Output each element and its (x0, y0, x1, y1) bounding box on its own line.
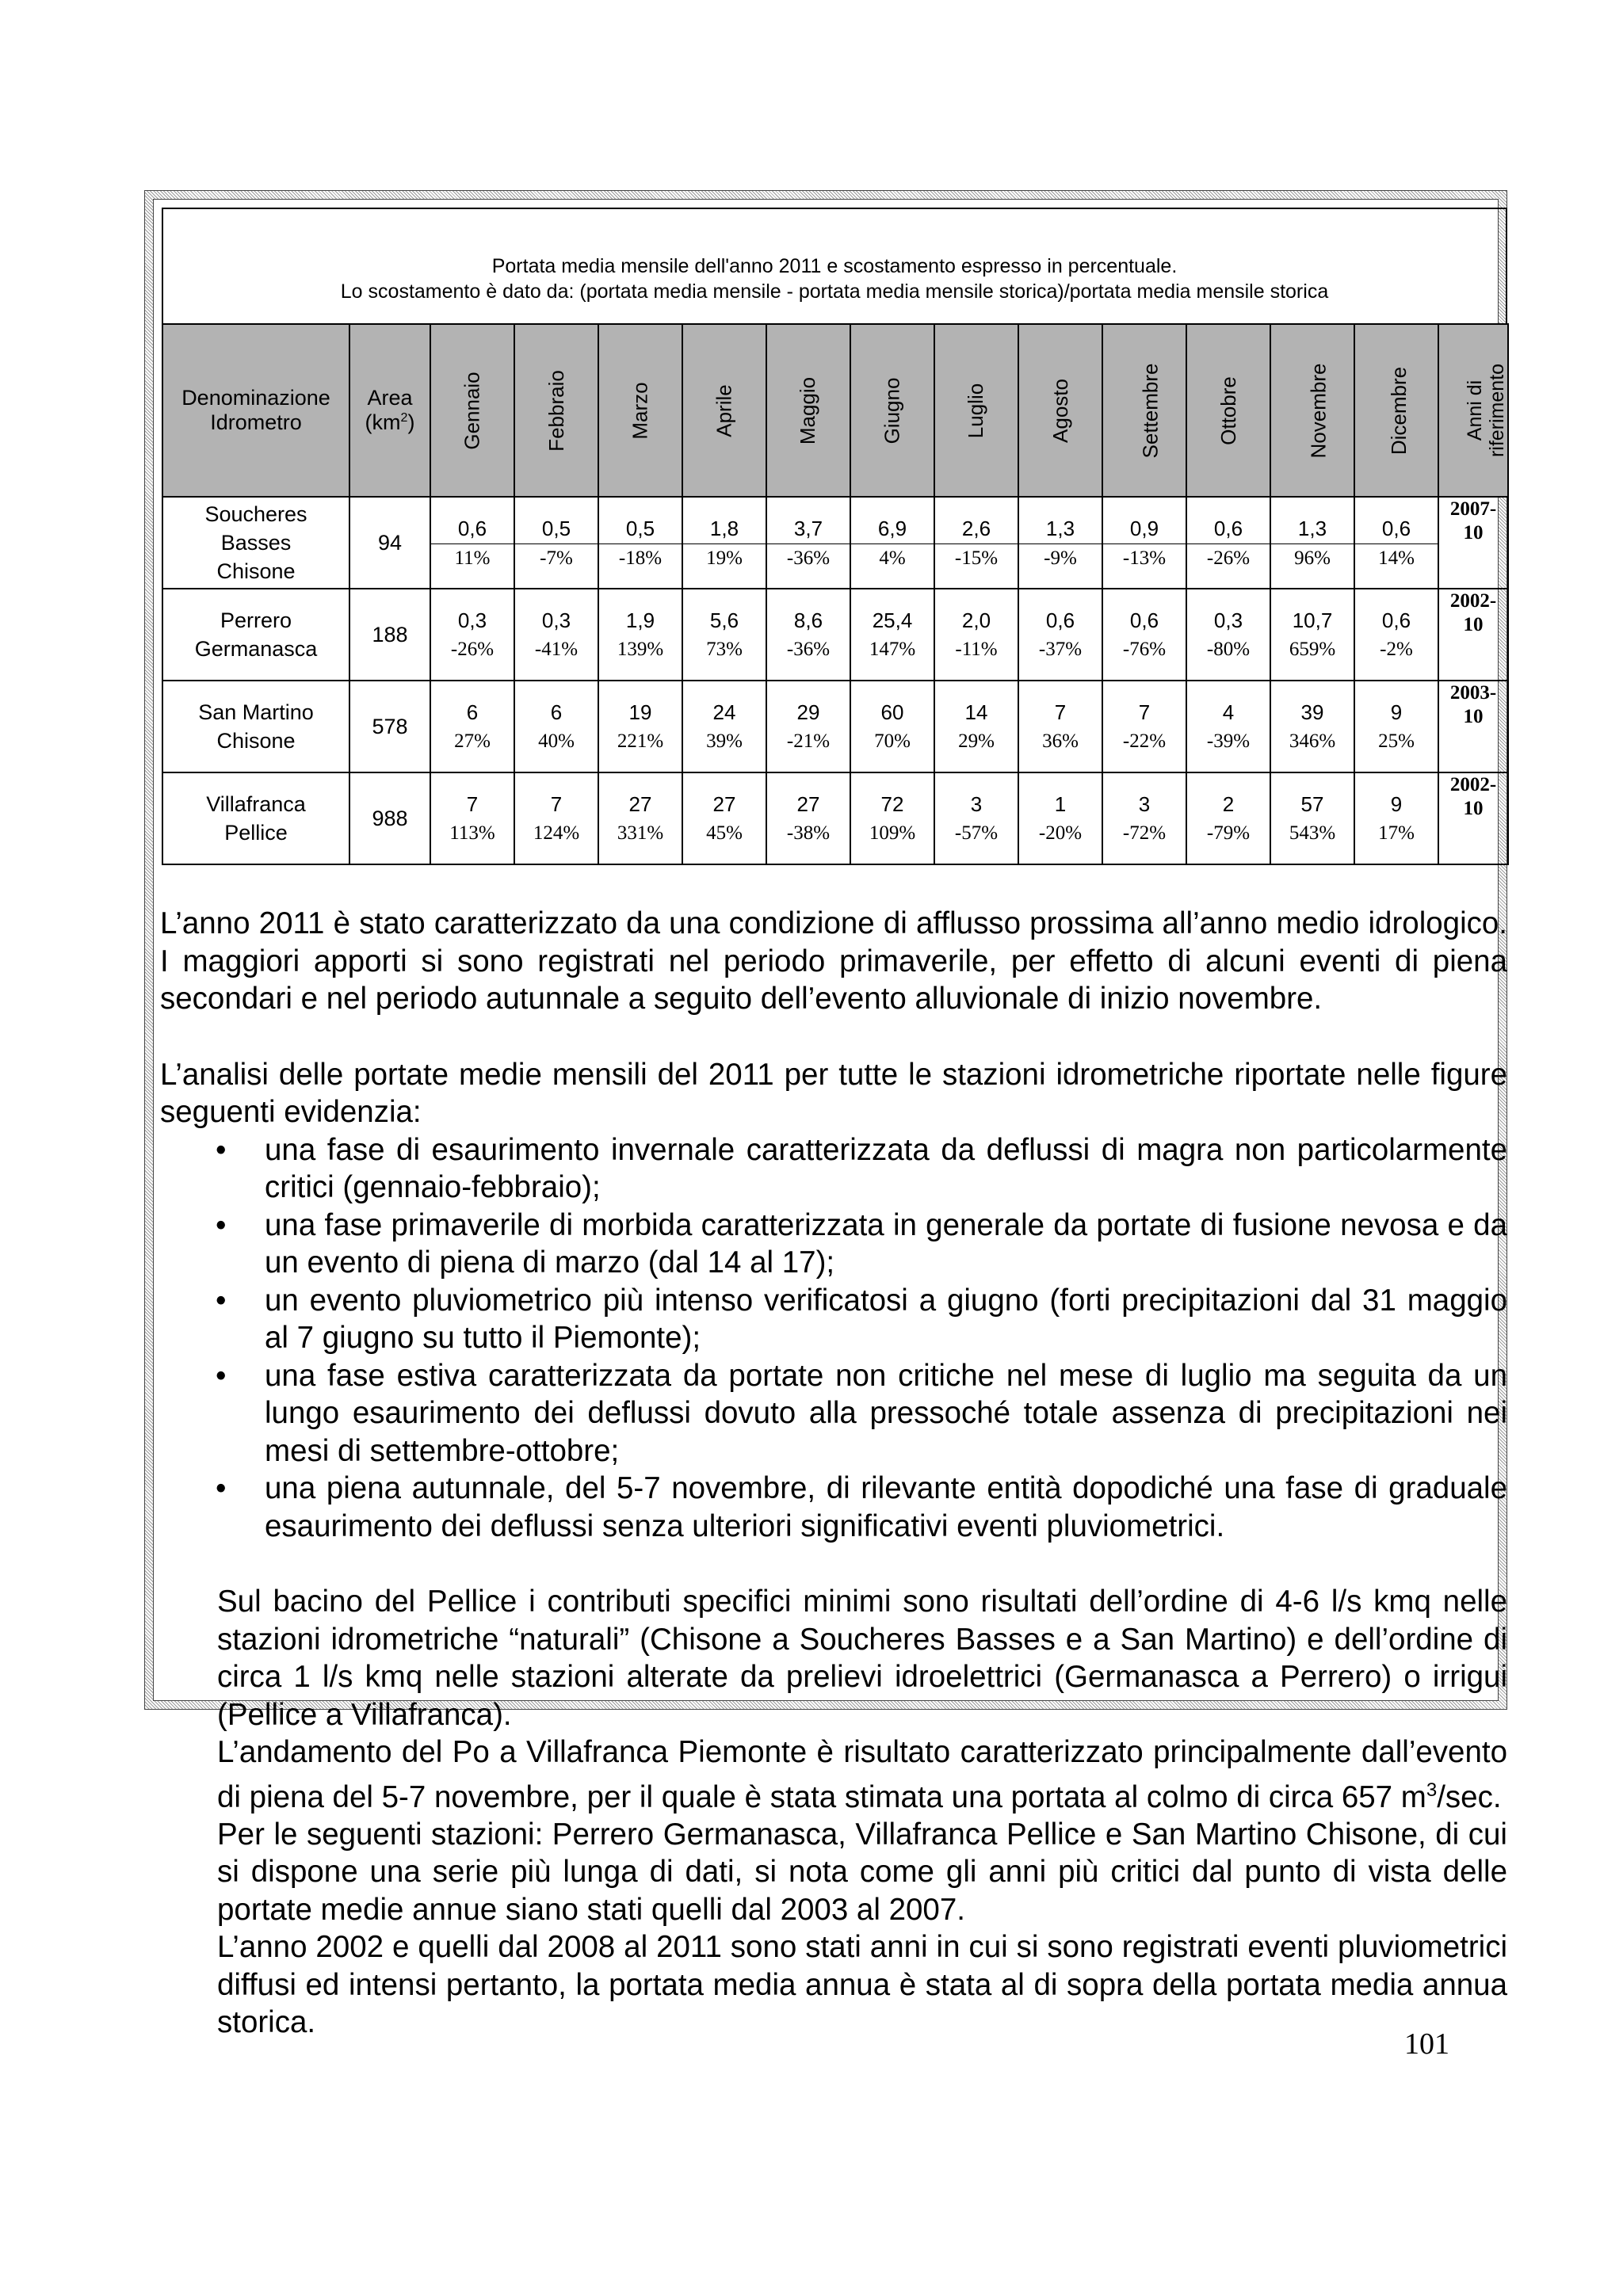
monthly-discharge: 7 (1054, 700, 1067, 724)
monthly-discharge: 4 (1222, 700, 1235, 724)
monthly-discharge: 0,3 (457, 608, 487, 632)
deviation-percent: -36% (786, 547, 831, 569)
month-cell (1354, 681, 1438, 772)
header-month-ottobre: Ottobre (1186, 324, 1270, 497)
deviation-percent: -72% (1122, 822, 1167, 844)
monthly-discharge: 6 (466, 700, 479, 724)
monthly-discharge: 2,0 (961, 608, 991, 632)
month-cell (430, 772, 514, 864)
monthly-discharge: 0,6 (1129, 608, 1159, 632)
header-month-maggio: Maggio (766, 324, 850, 497)
monthly-discharge: 24 (712, 700, 736, 724)
monthly-discharge: 10,7 (1292, 608, 1333, 632)
header-month-dicembre: Dicembre (1354, 324, 1438, 497)
deviation-percent: 543% (1289, 822, 1336, 844)
table-row (162, 497, 1508, 589)
indented-section (160, 1583, 1507, 2042)
month-cell (850, 589, 934, 681)
station-area: 578 (349, 681, 430, 772)
deviation-percent: -57% (954, 822, 999, 844)
month-cell (430, 681, 514, 772)
month-cell (1102, 589, 1186, 681)
month-cell (1270, 589, 1354, 681)
bullet-icon: • (216, 1283, 227, 1318)
deviation-percent: -76% (1122, 639, 1167, 660)
list-item: • una fase estiva caratterizzata da portate non critiche nel mese di luglio ma seguita da un lungo esaurimento dei deflussi dovuto alla pressoché totale assenza di precipitazioni nei mesi di settembre-ottobre; (216, 1358, 1507, 1468)
deviation-percent: -39% (1206, 730, 1251, 752)
month-cell (1018, 681, 1102, 772)
monthly-discharge: 19 (628, 700, 652, 724)
deviation-percent: 29% (958, 730, 995, 752)
deviation-percent: -20% (1038, 822, 1083, 844)
monthly-discharge: 29 (796, 700, 820, 724)
monthly-discharge: 3,7 (767, 513, 850, 544)
deviation-percent: 659% (1289, 639, 1336, 660)
month-cell (1102, 497, 1186, 589)
month-cell (514, 772, 598, 864)
reference-years: 2007- 10 (1438, 497, 1508, 589)
paragraph-5: Per le seguenti stazioni: Perrero Germanasca, Villafranca Pellice e San Martino Chisone, di cui si dispone una serie più lunga di dati, si nota come gli anni più critici dal punto di vista delle portate medie annue siano stati quelli dal 2003 al 2007. (217, 1817, 1507, 1927)
month-cell (598, 681, 682, 772)
deviation-percent: 109% (869, 822, 916, 844)
monthly-discharge: 7 (1138, 700, 1151, 724)
list-item: • un evento pluviometrico più intenso verificatosi a giugno (forti precipitazioni dal 31 maggio al 7 giugno su tutto il Piemonte); (216, 1283, 1507, 1355)
month-cell (766, 589, 850, 681)
list-item: • una fase primaverile di morbida caratterizzata in generale da portate di fusione nevosa e da un evento di piena di marzo (dal 14 al 17); (216, 1207, 1507, 1280)
deviation-percent: 139% (617, 639, 664, 660)
monthly-discharge: 0,6 (1381, 608, 1411, 632)
month-cell (1186, 497, 1270, 589)
monthly-discharge: 14 (964, 700, 988, 724)
deviation-percent: 96% (1294, 547, 1331, 569)
body-text (160, 905, 1507, 2042)
deviation-percent: -38% (786, 822, 831, 844)
month-cell (682, 681, 766, 772)
monthly-discharge: 27 (712, 792, 736, 816)
bullet-icon: • (216, 1471, 227, 1505)
month-cell (850, 772, 934, 864)
deviation-percent: 221% (617, 730, 664, 752)
monthly-discharge: 1,3 (1019, 513, 1102, 544)
deviation-percent: -80% (1206, 639, 1251, 660)
month-cell (430, 497, 514, 589)
month-cell (598, 497, 682, 589)
page-frame-inner (153, 199, 1509, 2040)
table-caption (162, 208, 1507, 323)
deviation-percent: 17% (1378, 822, 1415, 844)
station-name: Villafranca Pellice (162, 772, 349, 864)
header-denominazione-line2: Idrometro (210, 410, 302, 434)
caption-line-1: Portata media mensile dell'anno 2011 e scostamento espresso in percentuale. (491, 255, 1178, 277)
month-cell (1354, 497, 1438, 589)
paragraph-1: L’anno 2011 è stato caratterizzato da una condizione di afflusso prossima all’anno medio idrologico. I maggiori apporti si sono registrati nel periodo primaverile, per effetto di alcuni eventi di piena secondari e nel periodo autunnale a seguito dell’evento alluvionale di inizio novembre. (160, 906, 1507, 1016)
monthly-discharge: 5,6 (709, 608, 739, 632)
deviation-percent: 14% (1378, 547, 1415, 569)
deviation-percent: 19% (706, 547, 743, 569)
month-cell (850, 681, 934, 772)
month-cell (514, 681, 598, 772)
month-cell (766, 497, 850, 589)
month-cell (766, 772, 850, 864)
header-month-settembre: Settembre (1102, 324, 1186, 497)
month-cell (1186, 589, 1270, 681)
month-cell (682, 497, 766, 589)
monthly-discharge: 0,5 (599, 513, 682, 544)
month-cell (682, 772, 766, 864)
deviation-percent: 36% (1042, 730, 1079, 752)
month-cell (934, 589, 1018, 681)
deviation-percent: -37% (1038, 639, 1083, 660)
month-cell (1186, 681, 1270, 772)
monthly-discharge: 2,6 (935, 513, 1018, 544)
monthly-discharge: 7 (550, 792, 563, 816)
deviation-percent: -26% (1206, 547, 1251, 569)
month-cell (598, 589, 682, 681)
monthly-discharge: 27 (628, 792, 652, 816)
deviation-percent: 40% (538, 730, 575, 752)
monthly-discharge: 1 (1054, 792, 1067, 816)
monthly-discharge: 1,8 (683, 513, 766, 544)
bullet-icon: • (216, 1132, 227, 1167)
month-cell (598, 772, 682, 864)
header-month-agosto: Agosto (1018, 324, 1102, 497)
deviation-percent: -41% (534, 639, 579, 660)
reference-years: 2002- 10 (1438, 772, 1508, 864)
header-month-luglio: Luglio (934, 324, 1018, 497)
monthly-discharge: 1,9 (625, 608, 655, 632)
header-denominazione (162, 324, 349, 497)
deviation-percent: 25% (1378, 730, 1415, 752)
monthly-discharge: 27 (796, 792, 820, 816)
station-name: San Martino Chisone (162, 681, 349, 772)
month-cell (1270, 772, 1354, 864)
header-anni-riferimento: Anni di riferimento (1438, 324, 1508, 497)
station-name: Soucheres Basses Chisone (162, 497, 349, 589)
monthly-discharge: 0,6 (431, 513, 514, 544)
deviation-percent: 27% (454, 730, 491, 752)
monthly-discharge: 3 (1138, 792, 1151, 816)
deviation-percent: -21% (786, 730, 831, 752)
page-number: 101 (1404, 2027, 1449, 2061)
paragraph-3: Sul bacino del Pellice i contributi specifici minimi sono risultati dell’ordine di 4-6 l/s kmq nelle stazioni idrometriche “naturali” (Chisone a Soucheres Basses e a San Martino) e dell’ordine di circa 1 l/s kmq nelle stazioni alterate da prelievi idroelettrici (Germanasca a Perrero) o irrigui (Pellice a Villafranca). (217, 1585, 1507, 1732)
deviation-percent: -13% (1122, 547, 1167, 569)
monthly-discharge: 0,3 (541, 608, 571, 632)
month-cell (766, 681, 850, 772)
monthly-discharge: 57 (1300, 792, 1324, 816)
deviation-percent: 346% (1289, 730, 1336, 752)
discharge-table (162, 323, 1509, 865)
header-month-giugno: Giugno (850, 324, 934, 497)
page-frame (144, 190, 1509, 2040)
list-item: • una fase di esaurimento invernale caratterizzata da deflussi di magra non particolarmente critici (gennaio-febbraio); (216, 1132, 1507, 1204)
discharge-table-block (162, 208, 1507, 865)
month-cell (514, 497, 598, 589)
header-month-novembre: Novembre (1270, 324, 1354, 497)
deviation-percent: -18% (618, 547, 663, 569)
monthly-discharge: 72 (880, 792, 904, 816)
month-cell (1018, 772, 1102, 864)
monthly-discharge: 0,3 (1213, 608, 1243, 632)
monthly-discharge: 9 (1390, 792, 1403, 816)
table-header-row (162, 324, 1508, 497)
month-cell (1102, 681, 1186, 772)
month-cell (934, 772, 1018, 864)
monthly-discharge: 3 (970, 792, 983, 816)
monthly-discharge: 0,6 (1355, 513, 1438, 544)
deviation-percent: -7% (540, 547, 573, 569)
deviation-percent: 4% (879, 547, 906, 569)
station-area: 988 (349, 772, 430, 864)
table-row (162, 589, 1508, 681)
bullet-icon: • (216, 1207, 227, 1242)
header-area-label: Area (367, 386, 413, 410)
paragraph-4: L’andamento del Po a Villafranca Piemonte è risultato caratterizzato principalmente dall’evento di piena del 5-7 novembre, per il quale è stata stimata una portata al colmo di circa 657 $m^3/\sec$. (217, 1735, 1507, 1814)
station-area: 188 (349, 589, 430, 681)
list-item: • una piena autunnale, del 5-7 novembre, di rilevante entità dopodiché una fase di graduale esaurimento dei deflussi senza ulteriori significativi eventi pluviometrici. (216, 1471, 1507, 1543)
monthly-discharge: 60 (880, 700, 904, 724)
caption-line-2: Lo scostamento è dato da: (portata media mensile - portata media mensile storica)/portata media mensile storica (340, 280, 1329, 303)
month-cell (682, 589, 766, 681)
month-cell (514, 589, 598, 681)
deviation-percent: -22% (1122, 730, 1167, 752)
monthly-discharge: 6,9 (851, 513, 934, 544)
paragraph-6: L’anno 2002 e quelli dal 2008 al 2011 sono stati anni in cui si sono registrati eventi pluviometrici diffusi ed intensi pertanto, la portata media annua è stata al di sopra della portata media annua storica. (217, 1930, 1507, 2040)
deviation-percent: -9% (1044, 547, 1077, 569)
deviation-percent: -36% (786, 639, 831, 660)
month-cell (1186, 772, 1270, 864)
monthly-discharge: 0,9 (1103, 513, 1186, 544)
monthly-discharge: 39 (1300, 700, 1324, 724)
header-area (349, 324, 430, 497)
deviation-percent: 70% (874, 730, 911, 752)
deviation-percent: -15% (954, 547, 999, 569)
month-cell (850, 497, 934, 589)
header-month-gennaio: Gennaio (430, 324, 514, 497)
deviation-percent: 113% (449, 822, 495, 844)
monthly-discharge: 0,6 (1045, 608, 1075, 632)
bullet-list (160, 1131, 1507, 1546)
monthly-discharge: 9 (1390, 700, 1403, 724)
header-area-unit: $(km^2)$ (365, 410, 415, 434)
month-cell (1270, 497, 1354, 589)
header-month-marzo: Marzo (598, 324, 682, 497)
deviation-percent: -2% (1380, 639, 1413, 660)
month-cell (430, 589, 514, 681)
month-cell (934, 681, 1018, 772)
monthly-discharge: 8,6 (793, 608, 823, 632)
reference-years: 2002- 10 (1438, 589, 1508, 681)
table-row (162, 772, 1508, 864)
monthly-discharge: 2 (1222, 792, 1235, 816)
month-cell (1018, 497, 1102, 589)
bullet-icon: • (216, 1358, 227, 1393)
deviation-percent: -11% (955, 639, 998, 660)
station-area: 94 (349, 497, 430, 589)
header-month-aprile: Aprile (682, 324, 766, 497)
deviation-percent: -26% (450, 639, 495, 660)
deviation-percent: 147% (869, 639, 916, 660)
month-cell (1018, 589, 1102, 681)
reference-years: 2003- 10 (1438, 681, 1508, 772)
station-name: Perrero Germanasca (162, 589, 349, 681)
table-row (162, 681, 1508, 772)
deviation-percent: 11% (454, 547, 491, 569)
month-cell (1354, 772, 1438, 864)
deviation-percent: -79% (1206, 822, 1251, 844)
monthly-discharge: 7 (466, 792, 479, 816)
monthly-discharge: 25,4 (872, 608, 913, 632)
month-cell (1102, 772, 1186, 864)
deviation-percent: 45% (706, 822, 743, 844)
monthly-discharge: 0,6 (1187, 513, 1270, 544)
paragraph-2: L’analisi delle portate medie mensili del 2011 per tutte le stazioni idrometriche riportate nelle figure seguenti evidenzia: (160, 1057, 1507, 1129)
deviation-percent: 124% (533, 822, 580, 844)
monthly-discharge: 1,3 (1271, 513, 1354, 544)
monthly-discharge: 0,5 (515, 513, 598, 544)
deviation-percent: 39% (706, 730, 743, 752)
deviation-percent: 73% (706, 639, 743, 660)
month-cell (1354, 589, 1438, 681)
table-body (162, 497, 1508, 864)
header-month-febbraio: Febbraio (514, 324, 598, 497)
monthly-discharge: 6 (550, 700, 563, 724)
month-cell (1270, 681, 1354, 772)
month-cell (934, 497, 1018, 589)
header-denominazione-line1: Denominazione (181, 386, 330, 410)
deviation-percent: 331% (617, 822, 664, 844)
